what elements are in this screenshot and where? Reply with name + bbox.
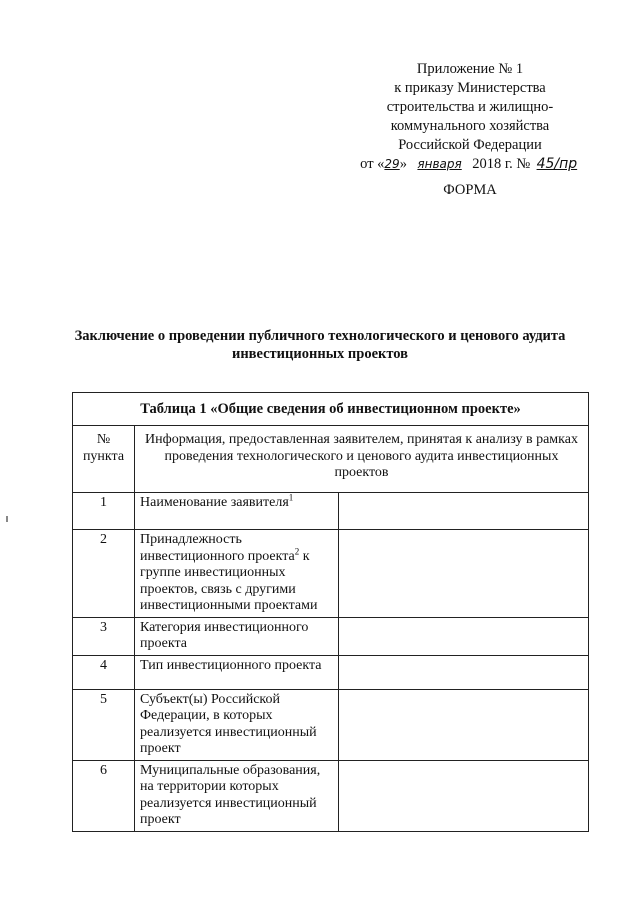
row-label-continuation: к группе инвестиционных проектов, связь с другими инвестиционными проектами [140, 548, 318, 613]
table-row [73, 655, 589, 689]
row-number: 2 [73, 530, 135, 618]
form-label: ФОРМА [443, 182, 497, 198]
row-label: Субъект(ы) Российской Федерации, в которых реализуется инвестиционный проект [135, 689, 339, 760]
header-item-number: № пункта [73, 426, 135, 493]
appendix-line: строительства и жилищно- [386, 99, 554, 115]
table-row [73, 617, 589, 655]
document-title-line2: инвестиционных проектов [231, 346, 409, 362]
appendix-header [350, 60, 590, 174]
handwritten-order-number: 45/пр [536, 156, 578, 172]
table-row [73, 493, 589, 530]
year-text: 2018 г. № [472, 156, 531, 172]
row-label: Категория инвестиционного проекта [135, 617, 339, 655]
row-number: 3 [73, 617, 135, 655]
margin-mark [6, 516, 8, 522]
row-label [135, 530, 339, 618]
row-value-cell [339, 760, 589, 831]
row-value-cell [339, 530, 589, 618]
row-value-cell [339, 655, 589, 689]
handwritten-month: января [417, 157, 462, 171]
row-value-cell [339, 689, 589, 760]
appendix-line: к приказу Министерства [394, 80, 546, 96]
row-number: 1 [73, 493, 135, 530]
table-row [73, 689, 589, 760]
appendix-line: коммунального хозяйства [390, 118, 550, 134]
header-info: Информация, предоставленная заявителем, принятая к анализу в рамках проведения технологического и ценового аудита инвестиционных проектов [135, 426, 589, 493]
row-label-text: Наименование заявителя [140, 495, 289, 510]
row-number: 5 [73, 689, 135, 760]
row-value-cell [339, 493, 589, 530]
row-label-text: Принадлежность инвестиционного проекта [140, 532, 295, 564]
document-title [40, 327, 600, 363]
row-label: Муниципальные образования, на территории которых реализуется инвестиционный проект [135, 760, 339, 831]
footnote-mark: 1 [288, 492, 294, 503]
appendix-line: Российской Федерации [398, 137, 542, 153]
row-value-cell [339, 617, 589, 655]
appendix-line: Приложение № 1 [416, 61, 524, 77]
document-title-line1: Заключение о проведении публичного технологического и ценового аудита [74, 328, 566, 344]
footnote-mark: 2 [294, 545, 300, 556]
date-prefix: от « [360, 156, 385, 172]
order-date-line: от «29» января 2018 г. № 45/пр [350, 155, 590, 174]
row-number: 4 [73, 655, 135, 689]
handwritten-day: 29 [384, 157, 400, 171]
table-caption: Таблица 1 «Общие сведения об инвестиционном проекте» [73, 393, 589, 426]
table-row [73, 530, 589, 618]
row-label [135, 493, 339, 530]
project-info-table [72, 392, 589, 832]
row-number: 6 [73, 760, 135, 831]
table-row [73, 760, 589, 831]
row-label: Тип инвестиционного проекта [135, 655, 339, 689]
